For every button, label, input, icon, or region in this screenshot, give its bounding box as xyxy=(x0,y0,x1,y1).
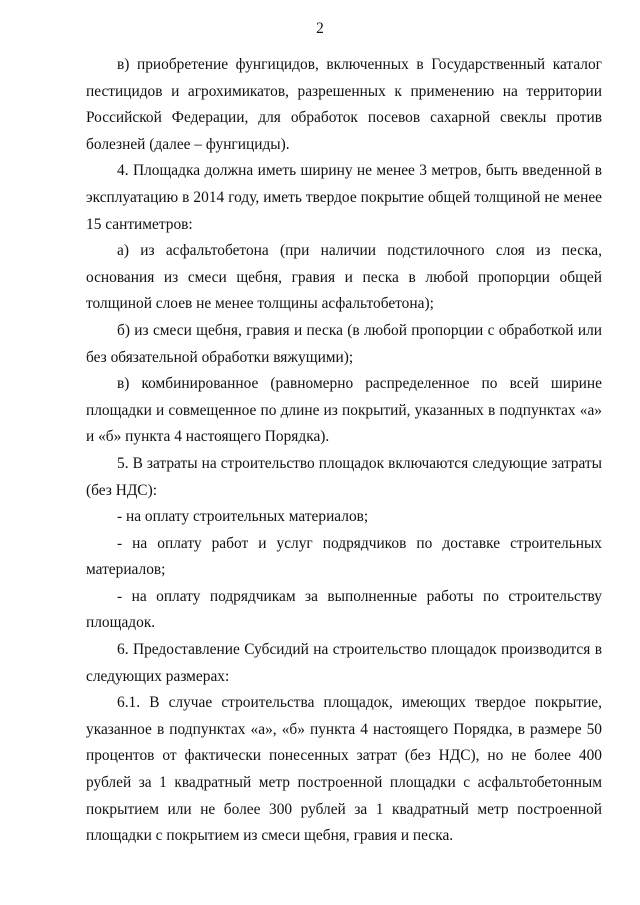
list-item-contractors: - на оплату подрядчикам за выполненные работы по строительству площадок. xyxy=(86,587,602,632)
document-body xyxy=(86,52,602,850)
paragraph-3v-fungicides: в) приобретение фунгицидов, включенных в Государственный каталог пестицидов и агрохимикатов, разрешенных к применению на территории Российской Федерации, для обработок посевов сахарной свеклы против болезней (далее – фунгициды). xyxy=(86,56,602,153)
list-item-delivery: - на оплату работ и услуг подрядчиков по доставке строительных материалов; xyxy=(86,534,602,579)
list-item-materials: - на оплату строительных материалов; xyxy=(117,508,369,526)
paragraph-4a-asphalt: а) из асфальтобетона (при наличии подстилочного слоя из песка, основания из смеси щебня, гравия и песка в любой пропорции общей толщиной слоев не менее толщины асфальтобетона); xyxy=(86,242,602,313)
paragraph-4v-combined: в) комбинированное (равномерно распределенное по всей ширине площадки и совмещенное по длине из покрытий, указанных в подпунктах «а» и «б» пункта 4 настоящего Порядка). xyxy=(86,375,602,446)
paragraph-4b-gravel-mix: б) из смеси щебня, гравия и песка (в любой пропорции с обработкой или без обязательной обработки вяжущими); xyxy=(86,321,602,366)
paragraph-5-costs: 5. В затраты на строительство площадок включаются следующие затраты (без НДС): xyxy=(86,454,602,499)
paragraph-6-subsidy-amounts: 6. Предоставление Субсидий на строительство площадок производится в следующих размерах: xyxy=(86,641,602,685)
paragraph-4-site-requirements: 4. Площадка должна иметь ширину не менее 3 метров, быть введенной в эксплуатацию в 2014 году, иметь твердое покрытие общей толщиной не менее 15 сантиметров: xyxy=(86,162,602,233)
paragraph-6-1-subsidy-rates: 6.1. В случае строительства площадок, имеющих твердое покрытие, указанное в подпунктах «а», «б» пункта 4 настоящего Порядка, в размере 50 процентов от фактически понесенных затрат (без НДС), но не более 400 рублей за 1 квадратный метр построенной площадки с асфальтобетонным покрытием или не более 300 рублей за 1 квадратный метр построенной площадки с покрытием из смеси щебня, гравия и песка. xyxy=(86,694,602,845)
page-number: 2 xyxy=(316,20,324,37)
